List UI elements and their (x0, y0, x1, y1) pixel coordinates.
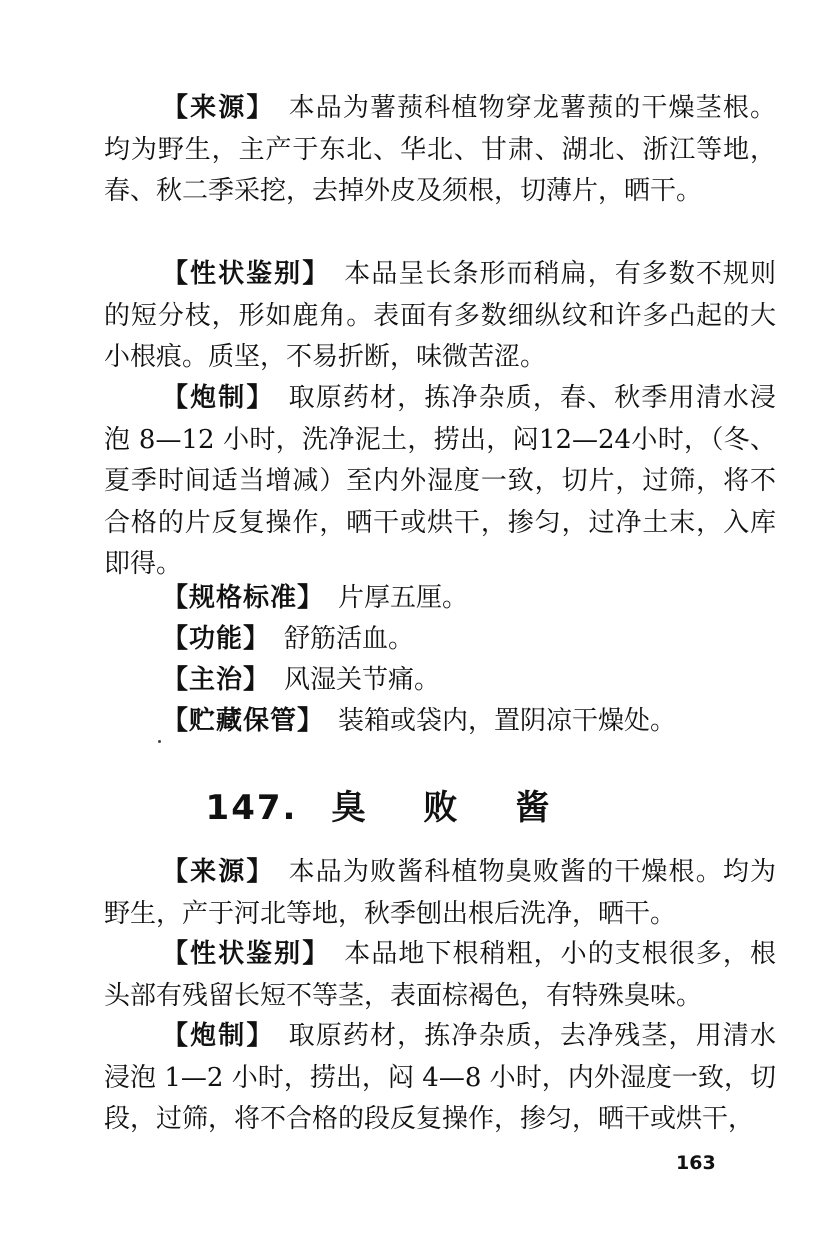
paragraph-storage (104, 701, 776, 743)
section-title (0, 780, 813, 829)
text-source-147: 本品为败酱科植物臭败酱的干燥根。均为野生，产于河北等地，秋季刨出根后洗净，晒干。 (104, 857, 776, 929)
text-processing: 取原药材，拣净杂质，春、秋季用清水浸泡 8—12 小时，洗净泥土，捞出，闷12—24小时，（冬、夏季时间适当增减）至内外湿度一致，切片，过筛，将不合格的片反复操作，晒干或烘干，掺匀，过净土末，入库即得。 (104, 383, 776, 579)
heading-identification-147: 【性状鉴别】 (162, 939, 331, 969)
text-specification: 片厚五厘。 (338, 583, 469, 613)
text-function: 舒筋活血。 (284, 624, 415, 654)
paragraph-processing-147 (104, 1016, 776, 1141)
text-processing-147: 取原药材，拣净杂质，去净残茎，用清水浸泡 1—2 小时，捞出，闷 4—8 小时，内外湿度一致，切段，过筛，将不合格的段反复操作，掺匀，晒干或烘干， (104, 1021, 776, 1134)
heading-indication: 【主治】 (162, 665, 271, 695)
paragraph-identification-147 (104, 934, 776, 1017)
text-source: 本品为薯蓣科植物穿龙薯蓣的干燥茎根。均为野生，主产于东北、华北、甘肃、湖北、浙江等地，春、秋二季采挖，去掉外皮及须根，切薄片，晒干。 (104, 93, 776, 206)
heading-source: 【来源】 (162, 93, 275, 123)
paragraph-source-147 (104, 852, 776, 935)
paragraph-processing (104, 378, 776, 586)
text-indication: 风湿关节痛。 (284, 665, 441, 695)
paragraph-indication (104, 660, 776, 702)
heading-processing-147: 【炮制】 (162, 1021, 275, 1051)
paragraph-function (104, 619, 776, 661)
heading-identification: 【性状鉴别】 (162, 259, 331, 289)
section-number: 147. (205, 788, 298, 828)
print-speck (158, 740, 161, 743)
paragraph-source (104, 88, 776, 213)
page-number: 163 (676, 1152, 716, 1174)
text-storage: 装箱或袋内，置阴凉干燥处。 (338, 706, 677, 736)
paragraph-specification (104, 578, 776, 620)
heading-function: 【功能】 (162, 624, 271, 654)
heading-source-147: 【来源】 (162, 857, 275, 887)
section-name: 臭败酱 (331, 788, 608, 828)
text-identification-147: 本品地下根稍粗，小的支根很多，根头部有残留长短不等茎，表面棕褐色，有特殊臭味。 (104, 939, 776, 1011)
heading-specification: 【规格标准】 (162, 583, 325, 613)
heading-storage: 【贮藏保管】 (162, 706, 325, 736)
text-identification: 本品呈长条形而稍扁，有多数不规则的短分枝，形如鹿角。表面有多数细纵纹和许多凸起的大小根痕。质坚，不易折断，味微苦涩。 (104, 259, 776, 372)
heading-processing: 【炮制】 (162, 383, 275, 413)
paragraph-identification (104, 254, 776, 379)
